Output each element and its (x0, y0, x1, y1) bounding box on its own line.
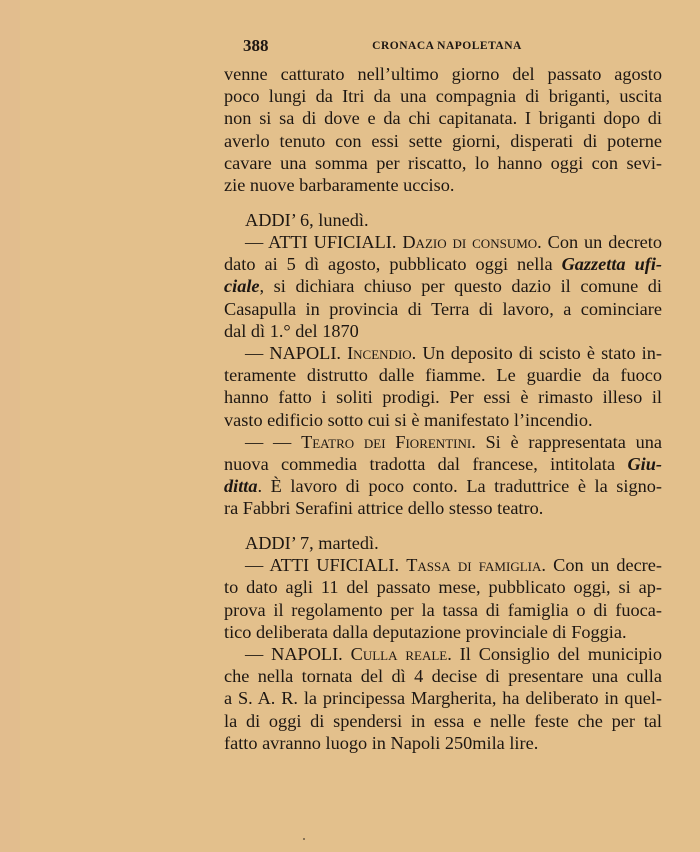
text-run: ADDI’ 7, martedì. (245, 533, 379, 554)
text-run: nuova commedia tradotta dal francese, intitolata (224, 453, 628, 474)
speck (303, 838, 305, 840)
text-run: ra Fabbri Serafini attrice dello stesso teatro. (224, 498, 544, 519)
text-line (224, 665, 662, 687)
text-line (224, 152, 662, 174)
text-line (224, 275, 662, 297)
text-line (224, 231, 662, 253)
text-line (224, 364, 662, 386)
text-run: vasto edificio sotto cui si è manifestato l’incendio. (224, 409, 593, 430)
section-title: Teatro dei Fiorentini (301, 431, 472, 452)
text-line (224, 621, 662, 643)
date-heading (224, 532, 662, 554)
paragraph (224, 342, 662, 431)
text-line (224, 532, 662, 554)
text-line (224, 554, 662, 576)
text-line (224, 85, 662, 107)
text-run: fatto avranno luogo in Napoli 250mila lire. (224, 732, 539, 753)
text-line (224, 497, 662, 519)
text-line (224, 130, 662, 152)
section-title: Dazio di consumo (402, 231, 538, 252)
text-line (224, 386, 662, 408)
paragraph (224, 231, 662, 342)
text-run: cavare una somma per riscatto, lo hanno oggi con sevi- (224, 152, 662, 173)
text-run: prova il regolamento per la tassa di famiglia o di fuoca- (224, 599, 662, 620)
text-run: — ATTI UFICIALI. (245, 555, 407, 576)
italic-text: ditta (224, 476, 258, 497)
text-run: la di oggi di spendersi in essa e nelle feste che per tal (224, 710, 662, 731)
text-run: tico deliberata dalla deputazione provinciale di Foggia. (224, 621, 627, 642)
text-line (224, 453, 662, 475)
text-run: . Con un decre- (541, 555, 662, 576)
text-line (224, 409, 662, 431)
date-heading (224, 209, 662, 231)
text-run: non si sa di dove e da chi capitanata. I briganti dopo di (224, 108, 662, 129)
page-edge (0, 0, 20, 852)
text-run: . Un deposito di scisto è stato in- (411, 342, 662, 363)
italic-text: Gazzetta ufi- (561, 254, 662, 275)
text-line (224, 710, 662, 732)
text-line (224, 732, 662, 754)
text-line (224, 431, 662, 453)
page-header (224, 36, 662, 58)
text-run: hanno fatto i soliti prodigi. Per essi è rimasto illeso il (224, 387, 662, 408)
text-line (224, 599, 662, 621)
paragraph (224, 643, 662, 754)
body-text (224, 63, 662, 754)
section-title: Tassa di famiglia (406, 555, 542, 576)
text-run: zie nuove barbaramente ucciso. (224, 175, 455, 196)
text-run: a S. A. R. la principessa Margherita, ha deliberato in quel- (224, 688, 662, 709)
italic-text: ciale (224, 276, 260, 297)
paragraph (224, 431, 662, 520)
text-run: — NAPOLI. (245, 342, 348, 363)
text-line (224, 643, 662, 665)
text-run: che nella tornata del dì 4 decise di presentare una culla (224, 666, 662, 687)
text-line (224, 298, 662, 320)
text-line (224, 475, 662, 497)
text-run: — — (245, 431, 302, 452)
text-run: . Si è rappresentata una (471, 431, 662, 452)
italic-text: Giu- (627, 453, 662, 474)
paragraph (224, 554, 662, 643)
text-line (224, 174, 662, 196)
text-run: . È lavoro di poco conto. La traduttrice è la signo- (257, 476, 662, 497)
text-run: poco lungi da Itri da una compagnia di briganti, uscita (224, 86, 662, 107)
page-number: 388 (243, 36, 269, 55)
text-run: dal dì 1.° del 1870 (224, 320, 359, 341)
text-run: . Con un decreto (537, 231, 662, 252)
text-line (224, 107, 662, 129)
text-line (224, 687, 662, 709)
text-run: . Il Consiglio del municipio (447, 644, 663, 665)
text-run: Casapulla in provincia di Terra di lavoro, a cominciare (224, 298, 662, 319)
section-title: Culla reale (350, 644, 448, 665)
text-run: — ATTI UFICIALI. (245, 231, 403, 252)
text-line (224, 209, 662, 231)
text-line (224, 320, 662, 342)
section-title: Incendio (347, 342, 412, 363)
text-line (224, 253, 662, 275)
text-run: to dato agli 11 del passato mese, pubblicato oggi, si ap- (224, 577, 662, 598)
running-title: CRONACA NAPOLETANA (372, 40, 522, 52)
text-run: teramente distrutto dalle fiamme. Le guardie da fuoco (224, 365, 662, 386)
paragraph (224, 63, 662, 196)
text-line (224, 342, 662, 364)
text-run: , si dichiara chiuso per questo dazio il comune di (259, 276, 662, 297)
text-run: ADDI’ 6, lunedì. (245, 209, 369, 230)
text-run: — NAPOLI. (245, 644, 351, 665)
text-run: averlo tenuto con essi sette giorni, disperati di poterne (224, 130, 662, 151)
text-line (224, 576, 662, 598)
text-line (224, 63, 662, 85)
text-run: dato ai 5 dì agosto, pubblicato oggi nella (224, 254, 562, 275)
text-run: venne catturato nell’ultimo giorno del passato agosto (224, 64, 662, 84)
